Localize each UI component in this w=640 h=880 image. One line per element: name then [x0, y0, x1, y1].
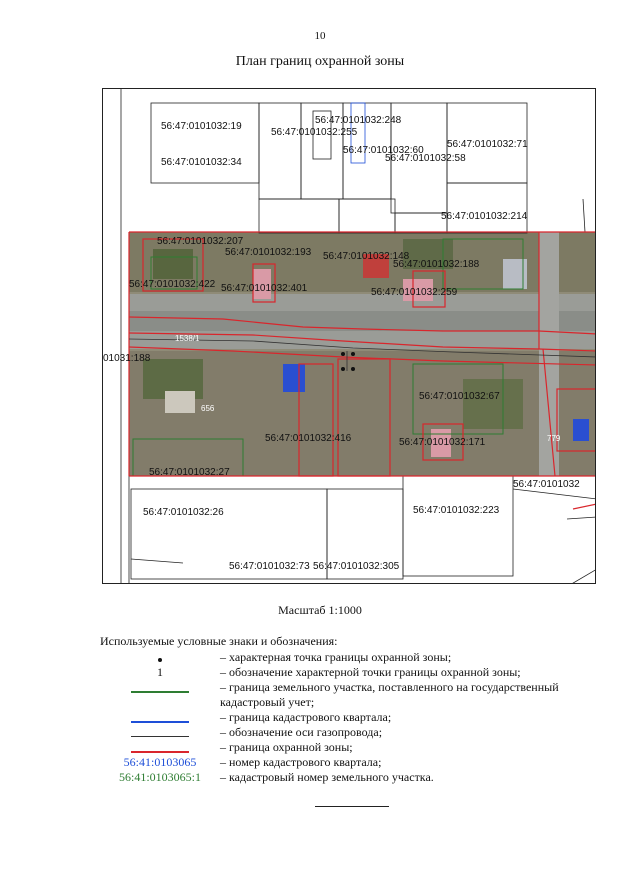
zone-label: 656 [201, 404, 215, 413]
gas-axis-line-icon [131, 736, 189, 737]
map-scale: Масштаб 1:1000 [278, 603, 362, 617]
parcel-label: 56:47:0101032:255 [271, 127, 358, 138]
legend-item: – обозначение оси газопровода; [100, 725, 600, 740]
parcel-label: 56:47:0101032:401 [221, 283, 308, 294]
legend [100, 650, 600, 785]
parcel-label: 56:47:0101032:416 [265, 433, 352, 444]
legend-item: 56:41:0103065 – номер кадастрового квартала; [123, 755, 382, 769]
parcel-label: 56:47:0101032 [513, 479, 580, 490]
boundary-map [102, 88, 596, 584]
parcel-label: 56:47:0101032:26 [143, 507, 224, 518]
parcel-label: 56:47:0101032:248 [315, 115, 402, 126]
page-title: План границ охранной зоны [235, 54, 405, 69]
quarter-line-icon [131, 721, 189, 723]
parcel-label: 56:47:0101032:207 [157, 236, 244, 247]
legend-item: – граница охранной зоны; [100, 740, 600, 755]
parcel-label: 56:47:0101032:73 [229, 561, 310, 572]
parcel-label: 56:47:0101032:193 [225, 247, 312, 258]
parcel-label: 56:47:0101032:34 [161, 157, 242, 168]
parcel-label: 56:47:0101032:67 [419, 391, 500, 402]
legend-item: – граница кадастрового квартала; [100, 710, 600, 725]
zone-line-icon [131, 751, 189, 753]
parcel-label: 56:47:0101032:422 [129, 279, 216, 290]
page-number: 10 [314, 30, 326, 42]
parcel-label: 56:47:0101032:214 [441, 211, 528, 222]
parcel-label: 56:47:0101032:171 [399, 437, 486, 448]
legend-title: Используемые условные знаки и обозначения: [100, 634, 338, 648]
zone-label: 779 [547, 434, 561, 443]
legend-item: 56:41:0103065:1 – кадастровый номер земельного участка. [118, 770, 434, 784]
parcel-label: 56:47:0101032:223 [413, 505, 500, 516]
parcel-label: 56:47:0101032:58 [385, 153, 466, 164]
parcel-label: 56:47:0101032:60 [343, 145, 424, 156]
map-canvas [103, 89, 596, 584]
parcel-label: 56:47:0101032:148 [323, 251, 410, 262]
parcel-label: 56:47:0101032:19 [161, 121, 242, 132]
parcel-label: 56:47:0101032:305 [313, 561, 400, 572]
legend-item: 1 – обозначение характерной точки границы охранной зоны; [157, 665, 521, 679]
legend-item: – характерная точка границы охранной зоны; [100, 650, 600, 665]
zone-label: 1538/1 [175, 334, 200, 343]
parcel-label: 01031:188 [103, 353, 151, 364]
parcel-label: 56:47:0101032:259 [371, 287, 458, 298]
point-marker-icon [158, 658, 162, 662]
parcel-label: 56:47:0101032:188 [393, 259, 480, 270]
parcel-line-icon [131, 691, 189, 693]
parcel-label: 56:47:0101032:27 [149, 467, 230, 478]
parcel-label: 56:47:0101032:71 [447, 139, 528, 150]
closing-rule [315, 806, 389, 807]
legend-item: – граница земельного участка, поставленного на государственный кадастровый учет; [100, 680, 600, 710]
